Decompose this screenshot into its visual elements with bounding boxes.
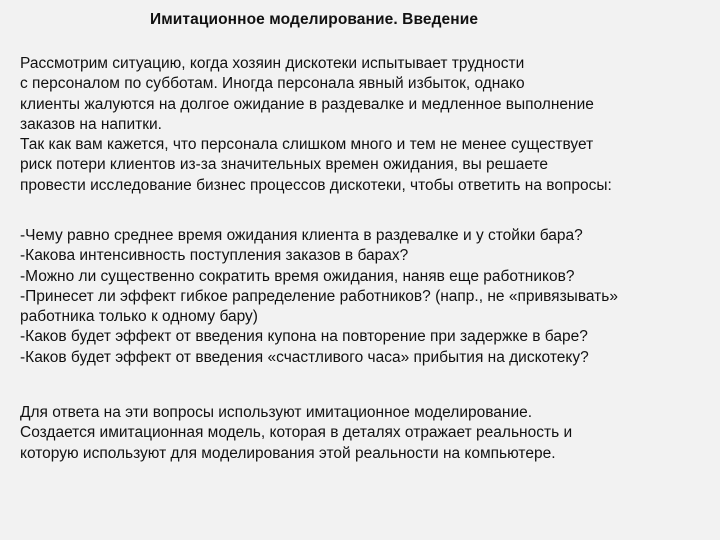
text-line: Рассмотрим ситуацию, когда хозяин дискотеки испытывает трудности xyxy=(20,55,525,72)
text-line: Создается имитационная модель, которая в деталях отражает реальность и xyxy=(20,424,573,442)
intro-paragraph xyxy=(20,54,720,196)
text-line: клиенты жалуются на долгое ожидание в раздевалке и медленное выполнение xyxy=(20,95,594,113)
text-line: которую используют для моделирования этой реальности на компьютере. xyxy=(20,444,556,462)
text-line: провести исследование бизнес процессов дискотеки, чтобы ответить на вопросы: xyxy=(20,176,612,194)
question-line: -Какова интенсивность поступления заказов в барах? xyxy=(20,247,409,265)
question-line: -Каков будет эффект от введения купона на повторение при задержке в баре? xyxy=(20,328,588,346)
slide-title: Имитационное моделирование. Введение xyxy=(150,11,479,28)
text-line: заказов на напитки. xyxy=(20,115,162,133)
text-line: Для ответа на эти вопросы используют имитационное моделирование. xyxy=(20,404,533,421)
question-line: работника только к одному бару) xyxy=(20,308,258,326)
text-line: Так как вам кажется, что персонала слишком много и тем не менее существует xyxy=(20,136,594,154)
question-line: -Принесет ли эффект гибкое рапределение работников? (напр., не «привязывать» xyxy=(20,287,618,305)
question-line: -Можно ли существенно сократить время ожидания, наняв еще работников? xyxy=(20,267,575,285)
question-line: -Чему равно среднее время ожидания клиента в раздевалке и у стойки бара? xyxy=(20,227,583,244)
text-line: с персоналом по субботам. Иногда персонала явный избыток, однако xyxy=(20,75,525,93)
questions-list xyxy=(20,226,720,368)
text-line: риск потери клиентов из-за значительных времен ожидания, вы решаете xyxy=(20,156,548,174)
question-line: -Каков будет эффект от введения «счастливого часа» прибытия на дискотеку? xyxy=(20,348,589,366)
conclusion-paragraph xyxy=(20,403,720,464)
